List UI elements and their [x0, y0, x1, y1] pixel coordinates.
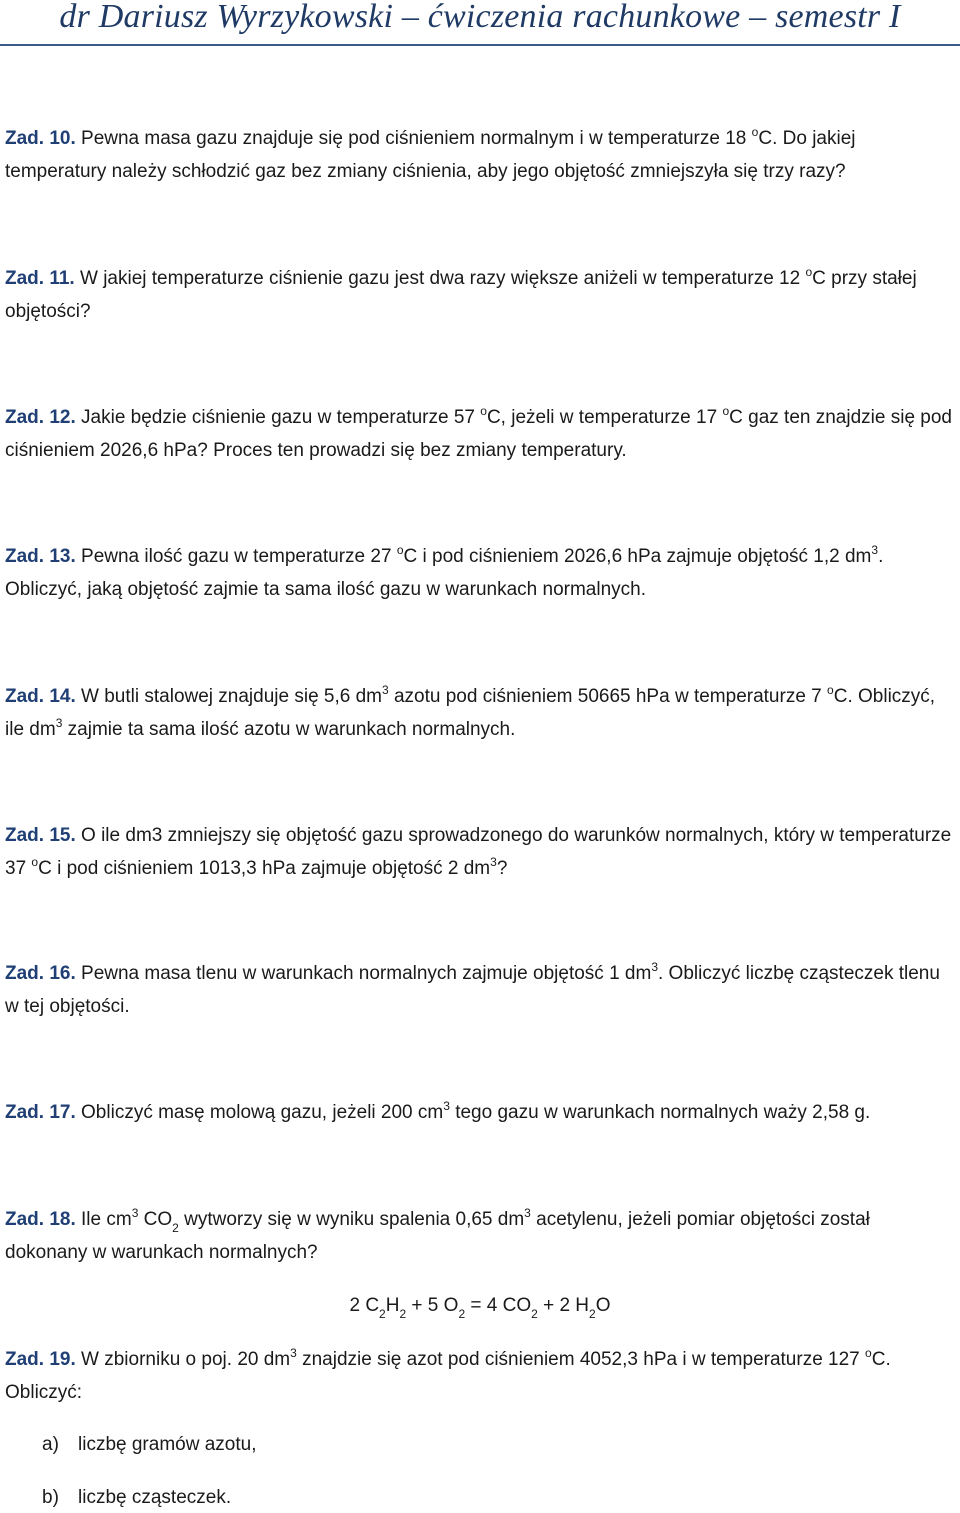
chemical-equation [0, 1291, 960, 1321]
task-10 [5, 122, 955, 188]
task-13 [5, 540, 955, 606]
task-text: wytworzy się w wyniku spalenia 0,65 dm [178, 1209, 525, 1230]
subscript: 2 [458, 1306, 466, 1321]
subscript: 2 [589, 1306, 596, 1321]
superscript: 3 [55, 715, 63, 730]
superscript: o [31, 854, 39, 869]
task-number: Zad. 16. [5, 963, 76, 984]
task-text: W zbiorniku o poj. 20 dm [75, 1349, 291, 1370]
superscript: 3 [382, 682, 389, 697]
task-text: Pewna masa gazu znajduje się pod ciśnieniem normalnym i w temperaturze 18 [75, 128, 752, 149]
task-number: Zad. 15. [5, 825, 76, 846]
list-item-a [42, 1430, 256, 1460]
task-16 [5, 957, 955, 1023]
subscript: 2 [172, 1220, 179, 1235]
task-17 [5, 1096, 955, 1129]
equation-part: 2 C [349, 1295, 380, 1316]
task-text: C gaz ten znajdzie się pod ciśnieniem 2026,6 hPa? Proces ten prowadzi się bez zmiany temperatury. [5, 407, 953, 461]
task-number: Zad. 11. [5, 268, 75, 289]
superscript: o [396, 542, 404, 557]
task-text: C. Do jakiej temperatury należy schłodzić gaz bez zmiany ciśnienia, aby jego objętość zmniejszyła się trzy razy? [5, 128, 856, 182]
equation-part: O [595, 1295, 611, 1316]
equation-part: = 4 CO [465, 1295, 532, 1316]
task-number: Zad. 17. [5, 1102, 76, 1123]
superscript: o [805, 264, 813, 279]
task-number: Zad. 10. [5, 128, 76, 149]
task-text: Jakie będzie ciśnienie gazu w temperaturze 57 [75, 407, 481, 428]
task-15 [5, 819, 955, 885]
superscript: 3 [524, 1205, 531, 1220]
list-item-text: liczbę cząsteczek. [78, 1487, 232, 1508]
task-text: Pewna masa tlenu w warunkach normalnych zajmuje objętość 1 dm [75, 963, 652, 984]
list-marker: a) [42, 1434, 59, 1455]
superscript: 3 [651, 959, 658, 974]
task-text: tego gazu w warunkach normalnych waży 2,58 g. [449, 1102, 871, 1123]
superscript: 3 [131, 1205, 139, 1220]
task-number: Zad. 18. [5, 1209, 76, 1230]
superscript: 3 [443, 1098, 450, 1113]
equation-part: + 2 H [537, 1295, 590, 1316]
task-19 [5, 1343, 955, 1409]
task-text: C, jeżeli w temperaturze 17 [486, 407, 723, 428]
task-18 [5, 1203, 955, 1269]
task-text: C. Obliczyć: [5, 1349, 891, 1403]
task-text: acetylenu, jeżeli pomiar objętości został dokonany w warunkach normalnych? [5, 1209, 870, 1263]
task-text: . Obliczyć, jaką objętość zajmie ta sama ilość gazu w warunkach normalnych. [5, 546, 884, 600]
subscript: 2 [379, 1306, 386, 1321]
task-number: Zad. 12. [5, 407, 76, 428]
task-text: W butli stalowej znajduje się 5,6 dm [75, 686, 383, 707]
task-14 [5, 680, 955, 746]
list-item-text: liczbę gramów azotu, [78, 1434, 257, 1455]
task-text: C i pod ciśnieniem 2026,6 hPa zajmuje objętość 1,2 dm [403, 546, 872, 567]
task-text: C i pod ciśnieniem 1013,3 hPa zajmuje objętość 2 dm [38, 858, 491, 879]
task-text: C przy stałej objętości? [5, 268, 917, 322]
task-text: zajmie ta sama ilość azotu w warunkach normalnych. [62, 719, 516, 740]
task-text: W jakiej temperaturze ciśnienie gazu jest dwa razy większe aniżeli w temperaturze 12 [74, 268, 806, 289]
page-header [0, 0, 960, 46]
superscript: o [751, 124, 759, 139]
task-number: Zad. 13. [5, 546, 76, 567]
task-text: . Obliczyć liczbę cząsteczek tlenu w tej objętości. [5, 963, 940, 1017]
task-number: Zad. 19. [5, 1349, 76, 1370]
superscript: o [865, 1345, 872, 1360]
superscript: 3 [290, 1345, 297, 1360]
header-title: dr Dariusz Wyrzykowski – ćwiczenia rachunkowe – semestr I [59, 0, 901, 35]
task-text: Obliczyć masę molową gazu, jeżeli 200 cm [75, 1102, 444, 1123]
equation-part: H [385, 1295, 400, 1316]
superscript: 3 [490, 854, 497, 869]
task-text: O ile dm3 zmniejszy się objętość gazu sprowadzonego do warunków normalnych, który w temperaturze 37 [5, 825, 952, 879]
superscript: o [722, 403, 730, 418]
header-rule [0, 44, 960, 46]
subscript: 2 [399, 1306, 407, 1321]
task-text: CO [138, 1209, 173, 1230]
equation-part: + 5 O [406, 1295, 459, 1316]
superscript: o [827, 682, 834, 697]
task-text: azotu pod ciśnieniem 50665 hPa w temperaturze 7 [388, 686, 828, 707]
list-marker: b) [42, 1487, 59, 1508]
list-item-b [42, 1483, 231, 1513]
task-number: Zad. 14. [5, 686, 76, 707]
task-text: Pewna ilość gazu w temperaturze 27 [75, 546, 397, 567]
superscript: 3 [871, 542, 879, 557]
task-11 [5, 262, 955, 328]
task-12 [5, 401, 955, 467]
superscript: o [480, 403, 487, 418]
subscript: 2 [531, 1306, 538, 1321]
task-text: ? [496, 858, 508, 879]
task-text: znajdzie się azot pod ciśnieniem 4052,3 hPa i w temperaturze 127 [296, 1349, 866, 1370]
task-text: C. Obliczyć, ile dm [5, 686, 936, 740]
task-text: Ile cm [75, 1209, 132, 1230]
